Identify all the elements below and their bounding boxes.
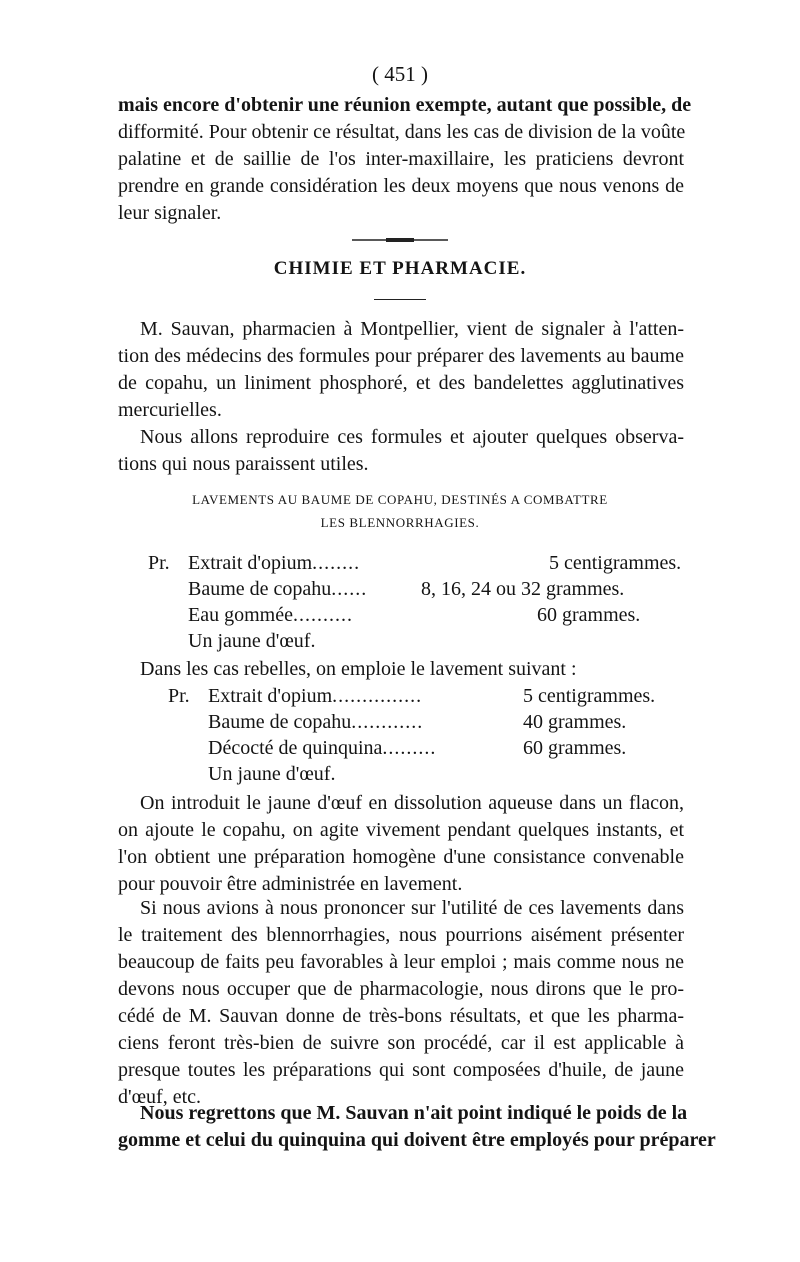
text-line: Nous allons reproduire ces formules et ajouter quelques observa- (140, 426, 684, 448)
text-line: M. Sauvan, pharmacien à Montpellier, vient de signaler à l'atten- (140, 318, 684, 340)
text-line: pour pouvoir être administrée en lavement. (118, 873, 463, 895)
paragraph-method (118, 790, 684, 898)
paragraph-reproduce (118, 424, 684, 478)
formula-1-qty: 5 centigrammes. (549, 552, 682, 574)
text-line: mais encore d'obtenir une réunion exempte, autant que possible, de (118, 94, 692, 116)
formula-2-qty: 60 grammes. (523, 737, 627, 759)
paragraph-opinion (118, 895, 684, 1111)
text-line: mercurielles. (118, 399, 222, 421)
recipe-title-line-2: LES BLENNORRHAGIES. (320, 515, 480, 530)
text-line: l'on obtient une préparation homogène d'une consistance convenable (118, 846, 684, 868)
formula-1-item: Extrait d'opium........ (188, 552, 361, 574)
formula-2-item: Décocté de quinquina......... (208, 737, 437, 759)
text-line: tion des médecins des formules pour préparer des lavements au baume (118, 345, 684, 367)
paragraph-sauvan (118, 316, 684, 424)
text-line: Nous regrettons que M. Sauvan n'ait point indiqué le poids de la (140, 1102, 688, 1124)
paragraph-regret (118, 1100, 716, 1154)
formula-2-item: Extrait d'opium............... (208, 685, 423, 707)
text-line: de copahu, un liniment phosphoré, et des bandelettes agglutinatives (118, 372, 684, 394)
formula-2-intro: Dans les cas rebelles, on emploie le lavement suivant : (140, 658, 577, 680)
formula-2-item: Baume de copahu............ (208, 711, 424, 733)
formula-2-qty: 40 grammes. (523, 711, 627, 733)
text-line: devons nous occuper que de pharmacologie, nous dirons que le pro- (118, 978, 684, 1000)
text-line: cédé de M. Sauvan donne de très-bons résultats, et que les pharma- (118, 1005, 684, 1027)
text-line: presque toutes les préparations qui sont composées d'huile, de jaune (118, 1059, 684, 1081)
text-line: prendre en grande considération les deux moyens que nous venons de (118, 175, 684, 197)
text-line: difformité. Pour obtenir ce résultat, dans les cas de division de la voûte (118, 121, 686, 143)
text-line: gomme et celui du quinquina qui doivent être employés pour préparer (118, 1129, 716, 1151)
formula-2-prefix: Pr. (168, 685, 190, 707)
formula-1-item: Un jaune d'œuf. (188, 630, 316, 652)
text-line: Si nous avions à nous prononcer sur l'utilité de ces lavements dans (140, 897, 684, 919)
formula-1-qty: 8, 16, 24 ou 32 grammes. (421, 578, 625, 600)
ornamental-divider (352, 238, 448, 242)
formula-1-qty: 60 grammes. (537, 604, 641, 626)
text-line: on ajoute le copahu, on agite vivement pendant quelques instants, et (118, 819, 684, 841)
formula-1-prefix: Pr. (148, 552, 170, 574)
formula-2-item: Un jaune d'œuf. (208, 763, 336, 785)
text-line: leur signaler. (118, 202, 222, 224)
section-title: CHIMIE ET PHARMACIE. (273, 258, 527, 279)
recipe-title-line-1: LAVEMENTS AU BAUME DE COPAHU, DESTINÉS A COMBATTRE (192, 492, 608, 507)
heading-underline (374, 299, 426, 300)
text-line: tions qui nous paraissent utiles. (118, 453, 369, 475)
page-number: ( 451 ) (372, 62, 428, 86)
intro-paragraph (118, 92, 692, 227)
text-line: d'œuf, etc. (118, 1086, 202, 1108)
text-line: ciens feront très-bien de suivre son procédé, car il est applicable à (118, 1032, 684, 1054)
formula-2-qty: 5 centigrammes. (523, 685, 656, 707)
formula-1-item: Baume de copahu...... (188, 578, 368, 600)
text-line: palatine et de saillie de l'os inter-maxillaire, les praticiens devront (118, 148, 684, 170)
text-line: beaucoup de faits peu favorables à leur emploi ; mais comme nous ne (118, 951, 684, 973)
text-line: On introduit le jaune d'œuf en dissolution aqueuse dans un flacon, (140, 792, 684, 814)
text-line: le traitement des blennorrhagies, nous pourrions aisément présenter (118, 924, 684, 946)
formula-1-item: Eau gommée.......... (188, 604, 353, 626)
